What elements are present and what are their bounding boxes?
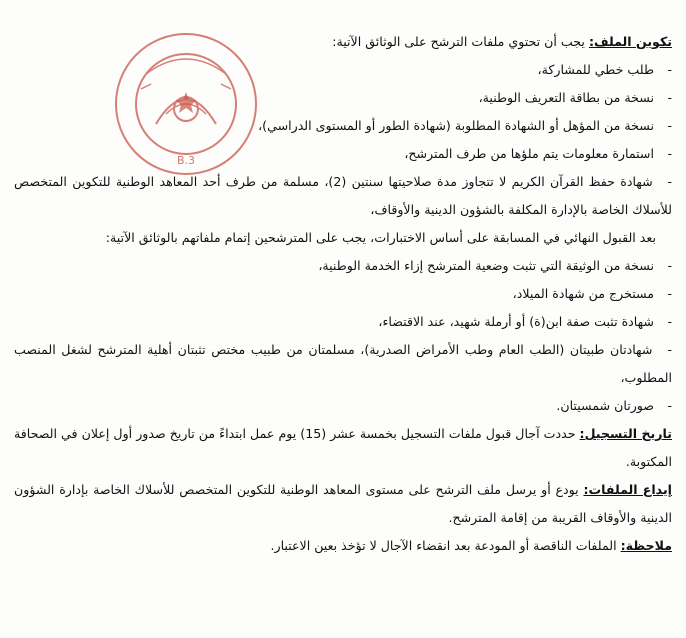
list-item-text: شهادتان طبيتان (الطب العام وطب الأمراض الصدرية)، مسلمتان من طبيب مختص تثبتان أهلية المترشح لشغل المنصب المطلوب، (14, 342, 672, 385)
composition-text: يجب أن تحتوي ملفات الترشح على الوثائق الآتية: (332, 34, 585, 49)
file-deposit-text: يودع أو يرسل ملف الترشح على مستوى المعاهد الوطنية للتكوين المتخصص للأسلاك الخاصة بإدارة الشؤون الدينية والأوقاف القريبة من إقامة المترشح. (14, 482, 672, 525)
bullet-dash-icon: - (667, 62, 672, 77)
list-item (14, 336, 672, 392)
bullet-dash-icon: - (667, 146, 672, 161)
list-item-text: شهادة حفظ القرآن الكريم لا تتجاوز مدة صلاحيتها سنتين (2)، مسلمة من طرف أحد المعاهد الوطنية للتكوين المتخصص للأسلاك الخاصة بالإدارة المكلفة بالشؤون الدينية والأوقاف، (14, 174, 672, 217)
list-item (14, 308, 672, 336)
bullet-dash-icon: - (667, 342, 672, 357)
list-item (14, 112, 672, 140)
composition-label: تكوين الملف: (588, 34, 672, 49)
list-item-text: نسخة من بطاقة التعريف الوطنية، (478, 90, 654, 105)
list-item-text: مستخرج من شهادة الميلاد، (512, 286, 654, 301)
list-item (14, 252, 672, 280)
file-deposit-paragraph (14, 476, 672, 532)
list-item-text: طلب خطي للمشاركة، (537, 62, 654, 77)
list-item (14, 84, 672, 112)
final-admission-intro: بعد القبول النهائي في المسابقة على أساس الاختبارات، يجب على المترشحين إتمام ملفاتهم بالوثائق الآتية: (105, 230, 656, 245)
list-item-text: استمارة معلومات يتم ملؤها من طرف المترشح، (404, 146, 654, 161)
registration-date-label: تاريخ التسجيل: (579, 426, 672, 441)
file-deposit-label: إيداع الملفات: (583, 482, 672, 497)
bullet-dash-icon: - (667, 174, 672, 189)
registration-date-text: حددت آجال قبول ملفات التسجيل بخمسة عشر (15) يوم عمل ابتداءً من تاريخ صدور أول إعلان في الصحافة المكتوبة. (14, 426, 672, 469)
bullet-dash-icon: - (667, 258, 672, 273)
composition-heading (14, 28, 672, 56)
bullet-dash-icon: - (667, 286, 672, 301)
note-text: الملفات الناقصة أو المودعة بعد انقضاء الآجال لا تؤخذ بعين الاعتبار. (270, 538, 617, 553)
registration-date-paragraph (14, 420, 672, 476)
bullet-dash-icon: - (667, 118, 672, 133)
note-label: ملاحظة: (620, 538, 672, 553)
list-item-text: صورتان شمسيتان. (556, 398, 654, 413)
bullet-dash-icon: - (667, 314, 672, 329)
list-item (14, 168, 672, 224)
list-item (14, 280, 672, 308)
list-item-text: شهادة تثبت صفة ابن(ة) أو أرملة شهيد، عند الاقتضاء، (378, 314, 654, 329)
bullet-dash-icon: - (667, 90, 672, 105)
list-item (14, 392, 672, 420)
note-paragraph (14, 532, 672, 560)
list-item-text: نسخة من الوثيقة التي تثبت وضعية المترشح إزاء الخدمة الوطنية، (318, 258, 654, 273)
stamp-code: B.3 (176, 154, 196, 167)
document-body (14, 28, 672, 560)
list-item-text: نسخة من المؤهل أو الشهادة المطلوبة (شهادة الطور أو المستوى الدراسي)، (258, 118, 654, 133)
list-item (14, 56, 672, 84)
bullet-dash-icon: - (667, 398, 672, 413)
list-item (14, 140, 672, 168)
